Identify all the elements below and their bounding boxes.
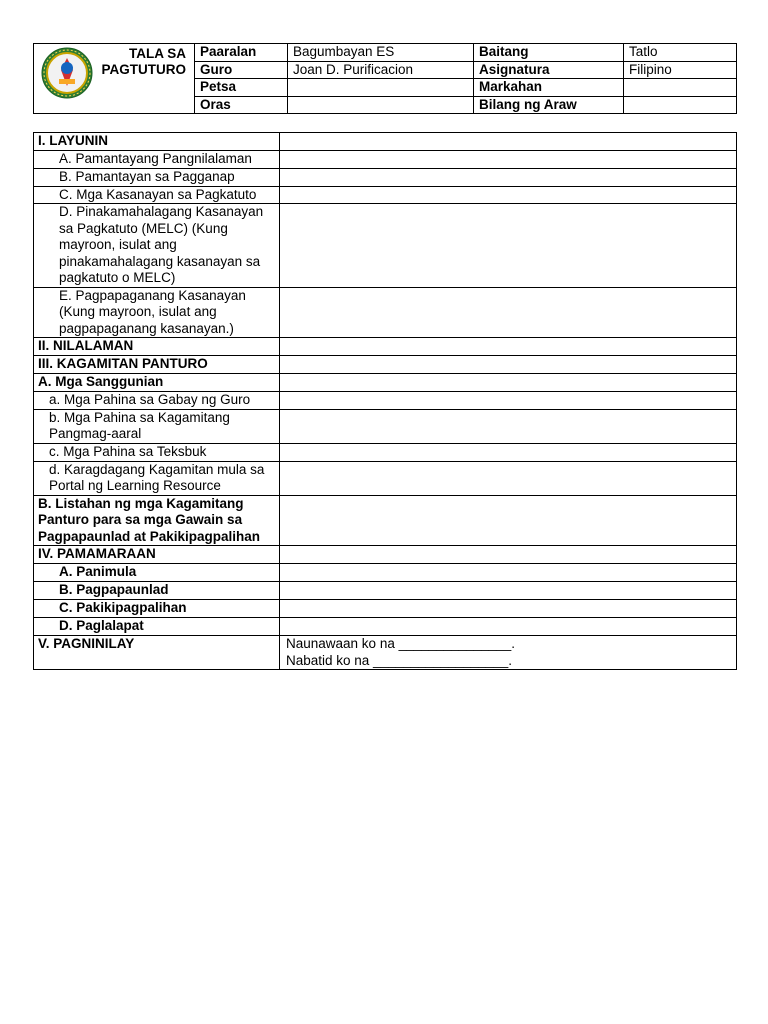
field-pagpapaganang-kasanayan[interactable]: [280, 287, 737, 338]
field-pamamaraan[interactable]: [280, 546, 737, 564]
field-gabay-ng-guro[interactable]: [280, 392, 737, 410]
label-oras: Oras: [195, 96, 288, 114]
value-markahan[interactable]: [624, 79, 737, 97]
header-table: [33, 43, 737, 114]
header-logo-title-cell: [34, 44, 195, 114]
field-kasanayan-sa-pagkatuto[interactable]: [280, 186, 737, 204]
row-pagpapaunlad: B. Pagpapaunlad: [34, 582, 280, 600]
field-karagdagang-kagamitan[interactable]: [280, 461, 737, 495]
row-mga-sanggunian: A. Mga Sanggunian: [34, 374, 280, 392]
field-nilalaman[interactable]: [280, 338, 737, 356]
row-gabay-ng-guro: a. Mga Pahina sa Gabay ng Guro: [34, 392, 280, 410]
field-paglalapat[interactable]: [280, 618, 737, 636]
document-title: [84, 46, 186, 78]
row-paglalapat: D. Paglalapat: [34, 618, 280, 636]
label-bilang-ng-araw: Bilang ng Araw: [474, 96, 624, 114]
pagninilay-naunawaan: Naunawaan ko na _______________.: [286, 636, 515, 651]
row-listahan-ng-kagamitan: B. Listahan ng mga Kagamitang Panturo para sa mga Gawain sa Pagpapaunlad at Pakikipagpalihan: [34, 495, 280, 546]
label-markahan: Markahan: [474, 79, 624, 97]
field-layunin[interactable]: [280, 133, 737, 151]
value-baitang[interactable]: Tatlo: [624, 44, 737, 62]
field-panimula[interactable]: [280, 564, 737, 582]
field-pamantayang-pangnilalaman[interactable]: [280, 151, 737, 169]
value-bilang-ng-araw[interactable]: [624, 96, 737, 114]
value-guro[interactable]: Joan D. Purificacion: [288, 61, 474, 79]
row-pamantayang-pangnilalaman: A. Pamantayang Pangnilalaman: [34, 151, 280, 169]
row-pagpapaganang-kasanayan: E. Pagpapaganang Kasanayan (Kung mayroon, isulat ang pagpapaganang kasanayan.): [34, 287, 280, 338]
value-paaralan[interactable]: Bagumbayan ES: [288, 44, 474, 62]
label-paaralan: Paaralan: [195, 44, 288, 62]
pagninilay-nabatid: Nabatid ko na __________________.: [286, 652, 512, 668]
section-kagamitan-panturo: III. KAGAMITAN PANTURO: [34, 356, 280, 374]
value-oras[interactable]: [288, 96, 474, 114]
title-line-1: TALA SA: [129, 46, 186, 61]
field-pagpapaunlad[interactable]: [280, 582, 737, 600]
row-pamantayan-sa-pagganap: B. Pamantayan sa Pagganap: [34, 168, 280, 186]
field-listahan-ng-kagamitan[interactable]: [280, 495, 737, 546]
row-melc: D. Pinakamahalagang Kasanayan sa Pagkatuto (MELC) (Kung mayroon, isulat ang pinakamahalagang kasanayan sa pagkatuto o MELC): [34, 204, 280, 288]
field-mga-sanggunian[interactable]: [280, 374, 737, 392]
title-line-2: PAGTUTURO: [101, 62, 186, 77]
row-karagdagang-kagamitan: d. Karagdagang Kagamitan mula sa Portal ng Learning Resource: [34, 461, 280, 495]
section-nilalaman: II. NILALAMAN: [34, 338, 280, 356]
label-asignatura: Asignatura: [474, 61, 624, 79]
field-pagninilay[interactable]: [280, 636, 737, 670]
field-teksbuk[interactable]: [280, 443, 737, 461]
field-pakikipagpalihan[interactable]: [280, 600, 737, 618]
section-pagninilay: V. PAGNINILAY: [34, 636, 280, 670]
field-melc[interactable]: [280, 204, 737, 288]
row-panimula: A. Panimula: [34, 564, 280, 582]
label-baitang: Baitang: [474, 44, 624, 62]
label-petsa: Petsa: [195, 79, 288, 97]
section-layunin: I. LAYUNIN: [34, 133, 280, 151]
field-kagamitan-panturo[interactable]: [280, 356, 737, 374]
value-petsa[interactable]: [288, 79, 474, 97]
lesson-plan-table: [33, 132, 737, 670]
row-kasanayan-sa-pagkatuto: C. Mga Kasanayan sa Pagkatuto: [34, 186, 280, 204]
row-teksbuk: c. Mga Pahina sa Teksbuk: [34, 443, 280, 461]
field-pamantayan-sa-pagganap[interactable]: [280, 168, 737, 186]
row-kagamitang-pangmag-aaral: b. Mga Pahina sa Kagamitang Pangmag-aaral: [34, 409, 280, 443]
field-kagamitang-pangmag-aaral[interactable]: [280, 409, 737, 443]
value-asignatura[interactable]: Filipino: [624, 61, 737, 79]
section-pamamaraan: IV. PAMAMARAAN: [34, 546, 280, 564]
row-pakikipagpalihan: C. Pakikipagpalihan: [34, 600, 280, 618]
label-guro: Guro: [195, 61, 288, 79]
